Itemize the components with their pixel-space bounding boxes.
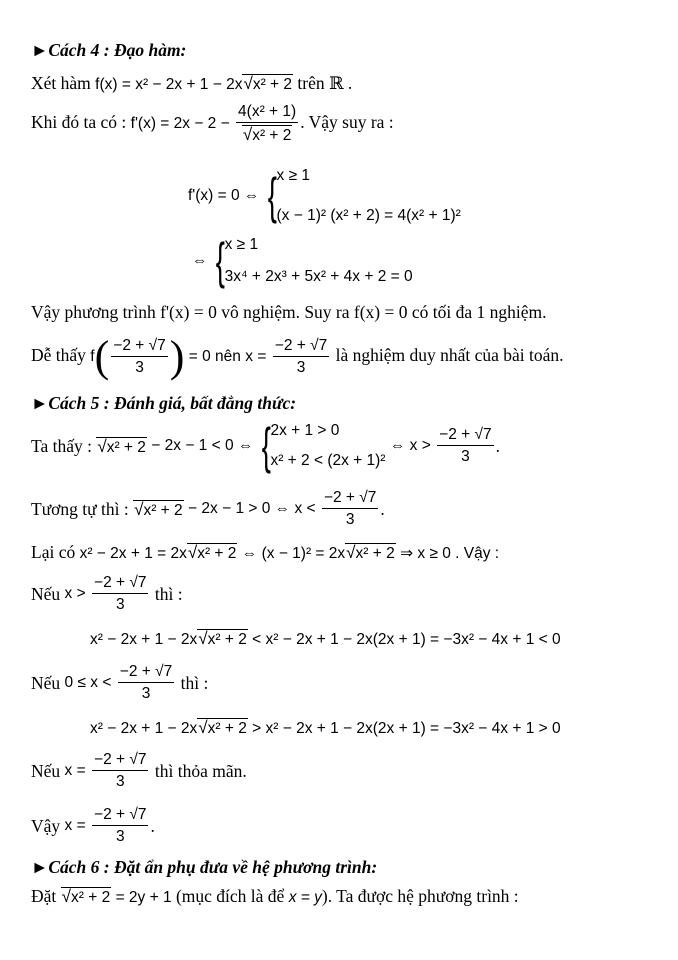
sqrt-expression: √x² + 2 [97,436,146,456]
sqrt-expression: √x² + 2 [187,543,237,562]
sqrt-expression: √x² + 2 [198,718,247,737]
sqrt-expression: √x² + 2 [346,543,395,562]
line-conclusion-no-root: Vậy phương trình f'(x) = 0 vô nghiệm. Suy ra f(x) = 0 có tối đa 1 nghiệm. [31,302,547,322]
line-case-3: Nếu x = $\frac{-2 + √7}{3}$ thì thỏa mãn. [31,751,247,790]
line-final-answer: Vậy x = $\frac{-2 + √7}{3}$ . [31,806,155,845]
line-system-2: ⇔ { x ≥ 1 3x⁴ + 2x³ + 5x² + 4x + 2 = 0 [192,233,413,289]
fraction: $\frac{\text{4(x² + 1)}}{\text{√x² + 2}}$ [238,103,297,144]
function-formula: f(x) = x² − 2x + 1 − 2x [95,76,243,93]
sqrt-expression: √x² + 2 [243,74,293,93]
fraction: $\frac{-2 + √7}{3}$ [113,337,166,376]
line-function-definition: Xét hàm f(x) = x² − 2x + 1 − 2x√x² + 2 trên ℝ . [31,73,353,93]
line-substitution: Đặt √x² + 2 = 2y + 1 (mục đích là để x = y). Ta được hệ phương trình : [31,886,519,906]
line-estimate-1: Ta thấy : √x² + 2 − 2x − 1 < 0 ⇔ { 2x + 1 > 0 x² + 2 < (2x + 1)² ⇔ x > $\frac{-2 + √7}{3}$ . [31,418,500,474]
fraction: $\frac{-2 + √7}{3}$ [323,489,377,528]
fraction: $\frac{-2 + √7}{3}$ [439,426,492,465]
heading-cach-6: ►Cách 6 : Đặt ẩn phụ đưa về hệ phương trình: [31,857,378,877]
sqrt-expression: √x² + 2 [134,499,183,519]
fraction: $\frac{-2 + √7}{3}$ [94,751,147,790]
fraction: $\frac{-2 + √7}{3}$ [94,574,147,613]
line-inequality-1: x² − 2x + 1 − 2x√x² + 2 < x² − 2x + 1 − 2x(2x + 1) = −3x² − 4x + 1 < 0 [90,629,561,648]
sqrt-expression: √x² + 2 [198,629,247,648]
line-system-1: f'(x) = 0 ⇔ { x ≥ 1 (x − 1)² (x² + 2) = 4(x² + 1)² [188,165,461,227]
line-case-2: Nếu 0 ≤ x < $\frac{-2 + √7}{3}$ thì : [31,663,209,702]
line-case-1: Nếu x > $\frac{-2 + √7}{3}$ thì : [31,574,183,613]
equation-system: { x ≥ 1 3x⁴ + 2x³ + 5x² + 4x + 2 = 0 [215,233,413,289]
equation-system: { 2x + 1 > 0 x² + 2 < (2x + 1)² [261,418,386,474]
line-inequality-2: x² − 2x + 1 − 2x√x² + 2 > x² − 2x + 1 − 2x(2x + 1) = −3x² − 4x + 1 > 0 [90,718,561,737]
heading-cach-5: ►Cách 5 : Đánh giá, bất đẳng thức: [31,393,297,413]
fraction: $\frac{-2 + √7}{3}$ [274,337,328,376]
line-estimate-2: Tương tự thì : √x² + 2 − 2x − 1 > 0 ⇔ x < $\frac{-2 + √7}{3}$ . [31,489,385,528]
equation-system: { x ≥ 1 (x − 1)² (x² + 2) = 4(x² + 1)² [267,167,461,224]
line-derivative: Khi đó ta có : f'(x) = 2x − 2 − $\frac{\text{4(x² + 1)}}{\text{√x² + 2}}$ . Vậy suy ra : [31,103,394,144]
line-unique-solution: Dễ thấy f( $\frac{-2 + √7}{3}$ ) = 0 nên x = $\frac{-2 + √7}{3}$ là nghiệm duy nhất của bài toán. [31,332,564,381]
sqrt-expression: √x² + 2 [61,887,111,906]
heading-cach-4: ►Cách 4 : Đạo hàm: [31,40,187,60]
derivative-formula: f'(x) = 2x − 2 − [130,115,230,133]
line-condition: Lại có x² − 2x + 1 = 2x√x² + 2 ⇔ (x − 1)² = 2x√x² + 2 ⇒ x ≥ 0 . Vậy : [31,542,500,562]
fraction: $\frac{-2 + √7}{3}$ [94,806,147,845]
fraction: $\frac{-2 + √7}{3}$ [119,663,173,702]
